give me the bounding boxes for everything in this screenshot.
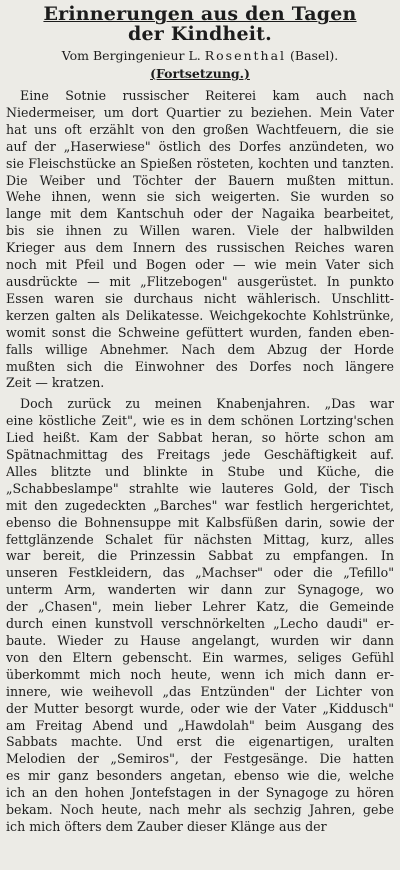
text-line: mit den zugedeckten „Barches" war festlich hergerichtet, <box>6 497 394 513</box>
text-line: fettglänzende Schalet für nächsten Mittag, kurz, alles <box>6 531 394 547</box>
text-line: Die Weiber und Töchter der Bauern mußten mittun. <box>6 172 394 188</box>
text-line: bekam. Noch heute, nach mehr als sechzig Jahren, gebe <box>6 802 394 818</box>
text-line: unterm Arm, wanderten wir dann zur Synagoge, wo <box>6 582 394 598</box>
byline-prefix: Vom Bergingenieur L. <box>61 48 201 63</box>
article-title <box>6 4 394 44</box>
text-line: „Schabbeslampe" strahlte wie lauteres Gold, der Tisch <box>6 480 394 496</box>
text-line: auf der „Haserwiese" östlich des Dorfes anzündeten, wo <box>6 138 394 154</box>
text-line: ebenso die Bohnensuppe mit Kalbsfüßen darin, sowie der <box>6 514 394 530</box>
text-line: baute. Wieder zu Hause angelangt, wurden wir dann <box>6 633 394 648</box>
text-line: womit sonst die Schweine gefüttert wurden, fanden eben- <box>6 324 394 340</box>
byline <box>6 47 394 64</box>
text-line: der Mutter besorgt wurde, oder wie der Vater „Kiddusch" <box>6 700 394 716</box>
text-line: Niedermeiser, um dort Quartier zu beziehen. Mein Vater <box>6 104 394 120</box>
text-line: es mir ganz besonders angetan, ebenso wie die, welche <box>6 768 394 784</box>
paragraph-2 <box>6 396 394 836</box>
paragraph-1 <box>6 88 394 392</box>
text-line: der „Chasen", mein lieber Lehrer Katz, die Gemeinde <box>6 599 394 615</box>
byline-suffix: (Basel). <box>290 48 339 63</box>
text-line: Essen waren sie durchaus nicht wählerisch. Unschlitt- <box>6 290 394 306</box>
text-line: mußten sich die Einwohner des Dorfes noch längere <box>6 358 394 374</box>
text-line: ich mich öfters dem Zauber dieser Klänge aus der <box>6 818 327 834</box>
continuation-note <box>6 66 394 82</box>
text-line: Eine Sotnie russischer Reiterei kam auch nach <box>20 88 394 103</box>
title-line-1: Erinnerungen aus den Tagen <box>43 3 357 25</box>
text-line: durch einen kunstvoll verschnörkelten „Lecho daudi" er- <box>6 616 394 632</box>
text-line: innere, wie weihevoll „das Entzünden" der Lichter von <box>6 683 394 699</box>
text-line: Krieger aus dem Innern des russischen Reiches waren <box>6 240 394 256</box>
text-line: Wehe ihnen, wenn sie sich weigerten. Sie wurden so <box>6 189 394 205</box>
text-line: falls willige Abnehmer. Nach dem Abzug der Horde <box>6 341 394 357</box>
text-line: von den Eltern gebenscht. Ein warmes, seliges Gefühl <box>6 649 394 665</box>
text-line: Lied heißt. Kam der Sabbat heran, so hörte schon am <box>6 430 394 446</box>
text-line: Zeit — kratzen. <box>6 375 105 391</box>
text-line: lange mit dem Kantschuh oder der Nagaika bearbeitet, <box>6 206 394 222</box>
text-line: ich an den hohen Jontefstagen in der Synagoge zu hören <box>6 785 394 801</box>
continuation-label: (Fortsetzung.) <box>150 66 250 81</box>
text-line: eine köstliche Zeit", wie es in dem schönen Lortzing'schen <box>6 413 394 429</box>
text-line: sie Fleischstücke an Spießen rösteten, kochten und tanzten. <box>6 155 394 171</box>
text-line: ausdrückte — mit „Flitzebogen" ausgerüstet. In punkto <box>6 273 394 289</box>
title-line-2: der Kindheit. <box>128 23 272 45</box>
text-line: Doch zurück zu meinen Knabenjahren. „Das war <box>20 396 394 412</box>
text-line: unseren Festkleidern, das „Machser" oder die „Tefillo" <box>6 565 394 581</box>
text-line: Melodien der „Semiros", der Festgesänge. Die hatten <box>6 751 394 767</box>
text-line: Sabbats machte. Und erst die eigenartigen, uralten <box>6 734 394 750</box>
text-line: hat uns oft erzählt von den großen Wachtfeuern, die sie <box>6 121 394 137</box>
author-name: Rosenthal <box>204 48 287 63</box>
text-line: Alles blitzte und blinkte in Stube und Küche, die <box>6 463 394 479</box>
text-line: überkommt mich noch heute, wenn ich mich dann er- <box>6 666 394 682</box>
text-line: noch mit Pfeil und Bogen oder — wie mein Vater sich <box>6 257 394 273</box>
text-line: bis sie ihnen zu Willen waren. Viele der halbwilden <box>6 223 394 239</box>
text-line: am Freitag Abend und „Hawdolah" beim Ausgang des <box>6 717 394 733</box>
text-line: Spätnachmittag des Freitags jede Geschäftigkeit auf. <box>6 447 394 463</box>
text-line: kerzen galten als Delikatesse. Weichgekochte Kohlstrünke, <box>6 307 394 323</box>
text-line: war bereit, die Prinzessin Sabbat zu empfangen. In <box>6 548 394 564</box>
